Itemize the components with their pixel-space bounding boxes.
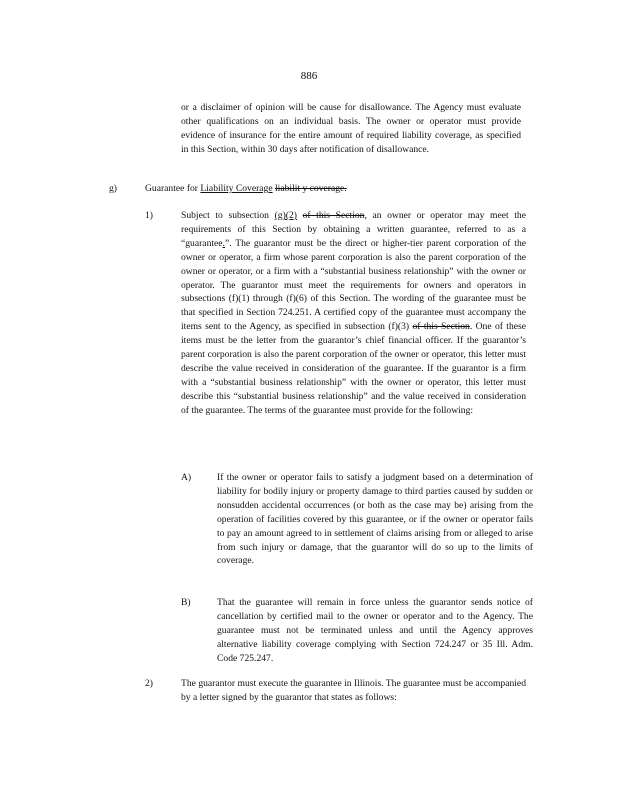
intro-paragraph: or a disclaimer of opinion will be cause for disallowance. The Agency must evaluate other qualifications on an individual basis. The owner or operator must provide evidence of insurance for the entire amount of required liability coverage, as specified in this Section, within 30 days after notification of disallowance. (181, 102, 521, 155)
item-1-inserted-2: . (222, 237, 225, 249)
item-1-text-3: ”. The guarantor must be the direct or higher-tier parent corporation of the owner or operator, a firm whose parent corporation is also the parent corporation of the owner or operator, or a firm with a “substantial business relationship” with the owner or operator. The guarantor must meet the requirements for owners and operators in subsections (f)(1) through (f)(6) of this Section. The wording of the guarantee must be that specified in Section 724.251. A certified copy of the guarantee must accompany the items sent to the Agency, as specified in subsection (f)(3) (181, 237, 526, 333)
section-g-heading (145, 182, 347, 196)
section-g-label: g) (109, 183, 117, 194)
item-1-inserted-1: (g)(2) (274, 210, 297, 221)
item-1-a-label: A) (181, 472, 192, 483)
item-1-deleted-2: of this Section (412, 321, 470, 333)
section-g-heading-prefix: Guarantee for (145, 183, 201, 194)
item-1-paragraph (181, 209, 526, 418)
item-1-b-paragraph: That the guarantee will remain in force unless the guarantor sends notice of cancellation by certified mail to the owner or operator and to the Agency. The guarantee must not be terminated unless and until the Agency approves alternative liability coverage complying with Section 724.247 or 35 Ill. Adm. Code 725.247. (217, 597, 533, 664)
page-number: 886 (300, 70, 318, 82)
item-2-paragraph: The guarantor must execute the guarantee in Illinois. The guarantee must be accompanied by a letter signed by the guarantor that states as follows: (181, 678, 526, 703)
item-1-deleted-1: of this Section (302, 210, 365, 221)
item-1-text-4: . One of these items must be the letter from the guarantor’s chief financial officer. If the guarantor’s parent corporation is also the parent corporation of the owner or operator, this letter must describe the value received in consideration of the guarantee. If the guarantor is a firm with a “substantial business relationship” with the owner or operator, this letter must describe this “substantial business relationship” and the value received in consideration of the guarantee. The terms of the guarantee must provide for the following: (181, 321, 527, 416)
item-1-b-label: B) (181, 597, 191, 608)
section-g-heading-deleted: liabilit y coverage. (275, 183, 347, 194)
item-1-text-2: , an owner or operator may meet the requirements of this Section by obtaining a written guarantee, referred to as a “guarantee (181, 210, 526, 249)
item-1-label: 1) (145, 210, 153, 221)
item-2-label: 2) (145, 678, 153, 689)
item-1-text-1: Subject to subsection (181, 210, 275, 221)
item-1-a-paragraph: If the owner or operator fails to satisfy a judgment based on a determination of liability for bodily injury or property damage to third parties caused by sudden or nonsudden accidental occurrences (or both as the case may be) arising from the operation of facilities covered by this guarantee, or if the owner or operator fails to pay an amount agreed to in settlement of claims arising from or alleged to arise from such injury or damage, that the guarantor will do so up to the limits of coverage. (217, 472, 533, 567)
section-g-heading-inserted: Liability Coverage (200, 183, 273, 194)
